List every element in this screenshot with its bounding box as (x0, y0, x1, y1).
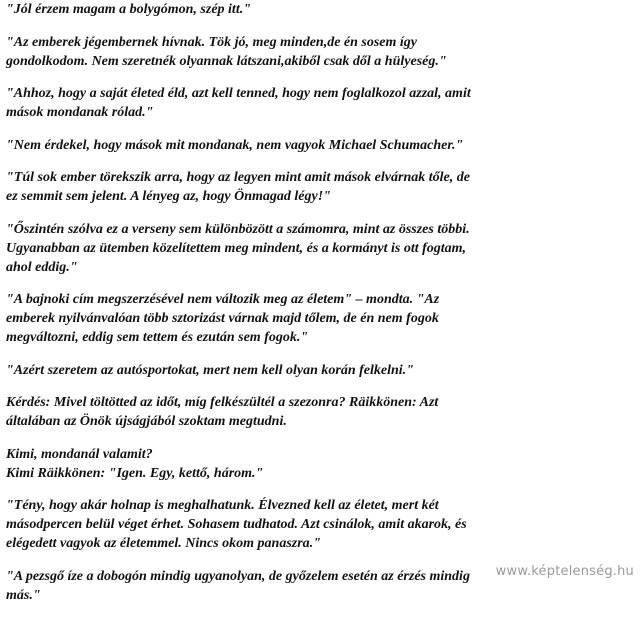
quote-line: Kimi Räikkönen: "Igen. Egy, kettő, három." (6, 465, 264, 481)
quote-line: "Túl sok ember törekszik arra, hogy az legyen mint amit mások elvárnak tőle, de (6, 170, 470, 185)
quote-line: megváltozni, eddig sem tettem és ezután sem fogok." (6, 330, 309, 345)
quote-line: Kérdés: Mivel töltötted az időt, míg felkészültél a szezonra? Räikkönen: Azt (6, 395, 439, 410)
quote-line: "Az emberek jégembernek hívnak. Tök jó, meg minden,de én sosem így (6, 34, 418, 50)
quote-paragraph (6, 168, 636, 206)
quote-line: "Jól érzem magam a bolygómon, szép itt." (6, 2, 251, 17)
quote-paragraph (6, 393, 636, 431)
quote-paragraph (6, 496, 636, 553)
quote-paragraph (6, 220, 636, 277)
quote-paragraph (6, 0, 636, 19)
quote-paragraph (6, 361, 636, 380)
quote-line: "Tény, hogy akár holnap is meghalhatunk. Élvezned kell az életet, mert két (6, 498, 439, 513)
quote-line: ez semmit sem jelent. A lényeg az, hogy Önmagad légy!" (6, 189, 331, 204)
quote-line: Kimi, mondanál valamit? (6, 446, 153, 462)
quote-line: Ugyanabban az ütemben közelítettem meg mindent, és a kormányt is ott fogtam, (6, 240, 467, 256)
quote-line: "Ahhoz, hogy a saját életed éld, azt kell tenned, hogy nem foglalkozol azzal, amit (6, 86, 471, 101)
quote-line: más." (6, 587, 41, 603)
quote-line: "Azért szeretem az autósportokat, mert nem kell olyan korán felkelni." (6, 362, 414, 378)
site-watermark: www.képtelenség.hu (495, 564, 634, 579)
quote-paragraph (6, 290, 636, 347)
quote-paragraph (6, 136, 636, 155)
quote-paragraph (6, 33, 636, 71)
quote-document (6, 0, 636, 618)
quote-paragraph (6, 84, 636, 122)
quote-line: "Nem érdekel, hogy mások mit mondanak, nem vagyok Michael Schumacher." (6, 137, 464, 153)
quote-line: mások mondanak rólad." (6, 105, 154, 120)
quote-line: másodpercen belül véget érhet. Sohasem tudhatod. Azt csinálok, amit akarok, és (6, 517, 467, 532)
quote-line: ahol eddig." (6, 259, 78, 275)
quote-line: gondolkodom. Nem szeretnék olyannak látszani,akiből csak dől a hülyeség." (6, 53, 447, 69)
quote-line: "A bajnoki cím megszerzésével nem változik meg az életem" – mondta. "Az (6, 292, 440, 307)
quote-line: "A pezsgő íze a dobogón mindig ugyanolyan, de győzelem esetén az érzés mindig (6, 568, 470, 584)
quote-line: elégedett vagyok az életemmel. Nincs okom panaszra." (6, 536, 321, 551)
quote-line: általában az Önök újságjából szoktam megtudni. (6, 414, 287, 429)
quote-line: "Őszintén szólva ez a verseny sem különbözött a számomra, mint az összes többi. (6, 221, 470, 237)
quote-line: emberek nyilvánvalóan több sztorizást várnak majd tőlem, de én nem fogok (6, 311, 439, 326)
quote-paragraph (6, 445, 636, 483)
